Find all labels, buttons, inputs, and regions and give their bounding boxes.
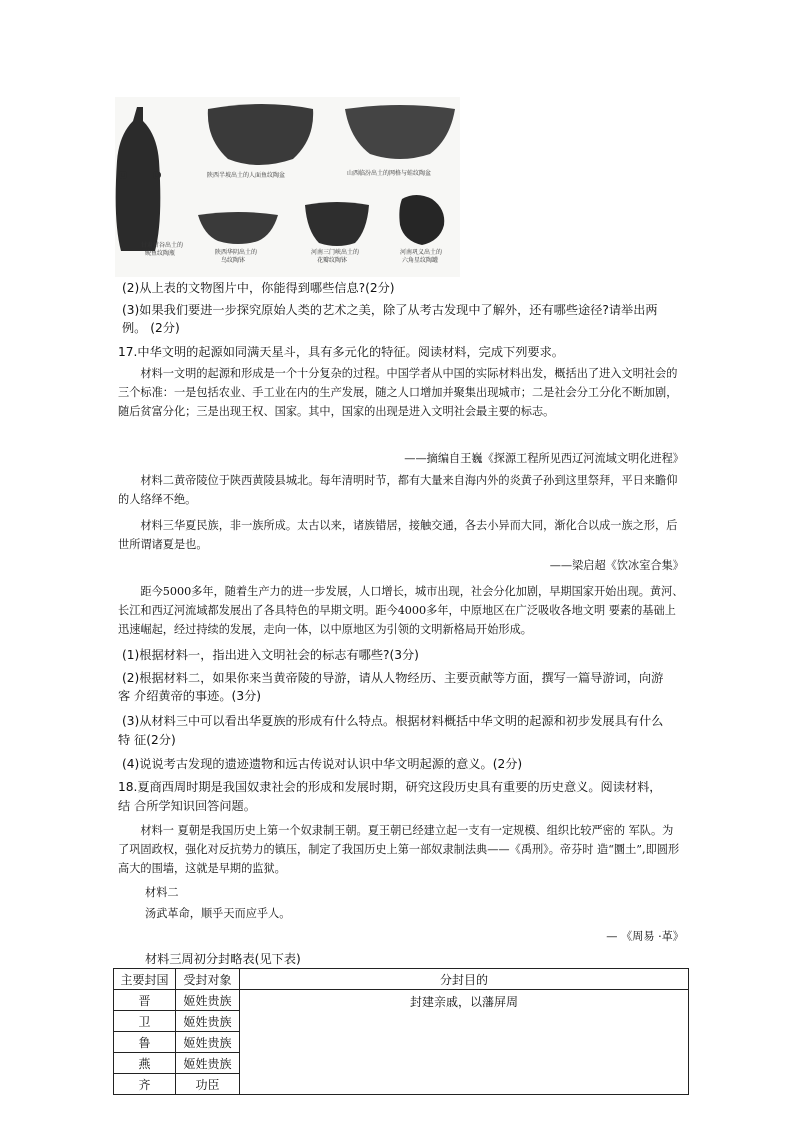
cell-purpose: 封建亲戚，以藩屏周 bbox=[240, 990, 689, 1095]
q17-material-3: 材料三华夏民族，非一族所成。太古以来，诸族错居，接触交通，各去小异而大同，渐化合以成一族之形，后世所谓诸夏是也。 bbox=[118, 519, 678, 551]
header-state: 主要封国 bbox=[114, 969, 176, 990]
jar-artifact-5 bbox=[399, 195, 444, 245]
q16-sub3-line2: 例。 (2分) bbox=[122, 321, 180, 335]
q17-material-4: 距今5000多年，随着生产力的进一步发展，人口增长，城市出现，社会分化加剧，早期国家开始出现。黄河、长江和西辽河流域都发展出了各具特色的早期文明。距今4000多年，中原地区在广泛吸收各地文明 要素的基础上迅速崛起，经过持续的发展，走向一体，以中原地区为引领的文明新格局开始形成。 bbox=[118, 585, 684, 636]
cell-recipient: 姬姓贵族 bbox=[176, 990, 240, 1011]
q18-material-2-source: — 《周易 ·革》 bbox=[606, 930, 684, 943]
q17-title: 17.中华文明的起源如同满天星斗，具有多元化的特征。阅读材料，完成下列要求。 bbox=[118, 345, 564, 359]
fengjian-table bbox=[113, 968, 689, 1095]
q18-title-line1: 18.夏商西周时期是我国奴隶社会的形成和发展时期，研究这段历史具有重要的历史意义。阅读材料， bbox=[118, 780, 662, 794]
q17-material-1-source: ——摘编自王巍《探源工程所见西辽河流域文明化进程》 bbox=[404, 452, 684, 465]
cell-state: 齐 bbox=[114, 1074, 176, 1095]
q18-title-line2: 结 合所学知识回答问题。 bbox=[118, 799, 256, 813]
q17-sub1: (1)根据材料一，指出进入文明社会的标志有哪些?(3分) bbox=[122, 648, 419, 662]
header-purpose: 分封目的 bbox=[240, 969, 689, 990]
q17-material-2: 材料二黄帝陵位于陕西黄陵县城北。每年清明时节，都有大量来自海内外的炎黄子孙到这里祭拜，平日来瞻仰的人络绎不绝。 bbox=[118, 474, 678, 506]
caption-1: 甘肃甘谷出土的鲵鱼纹陶瓶 bbox=[141, 242, 184, 257]
caption-6: 河南巩义出土的六角星纹陶罐 bbox=[400, 249, 443, 264]
basin-artifact-1 bbox=[208, 104, 313, 165]
cell-recipient: 姬姓贵族 bbox=[176, 1032, 240, 1053]
q18-material-3-head: 材料三周初分封略表(见下表) bbox=[145, 952, 301, 966]
caption-3: 山西临汾出土的网格与蛙纹陶盆 bbox=[347, 170, 432, 177]
basin-artifact-2 bbox=[345, 105, 455, 159]
artifacts-image bbox=[115, 97, 460, 277]
caption-2: 陕西半坡出土的人面鱼纹陶盆 bbox=[207, 172, 286, 179]
cell-recipient: 姬姓贵族 bbox=[176, 1053, 240, 1074]
artifacts-figure bbox=[115, 97, 460, 277]
q17-sub2-line1: (2)根据材料二，如果你来当黄帝陵的导游，请从人物经历、主要贡献等方面，撰写一篇导游词，向游 bbox=[122, 671, 664, 685]
q17-material-3-source: ——梁启超《饮冰室合集》 bbox=[549, 559, 684, 572]
caption-4: 陕西华阴出土的鸟纹陶钵 bbox=[215, 249, 258, 264]
cell-recipient: 功臣 bbox=[176, 1074, 240, 1095]
header-recipient: 受封对象 bbox=[176, 969, 240, 990]
table-row bbox=[114, 990, 689, 1011]
table-header-row bbox=[114, 969, 689, 990]
q17-material-1: 材料一文明的起源和形成是一个十分复杂的过程。中国学者从中国的实际材料出发，概括出了进入文明社会的三个标准：一是包括农业、手工业在内的生产发展，随之人口增加并聚集出现城市；二是社会分工分化不断加剧，随后贫富分化；三是出现王权、国家。其中，国家的出现是进入文明社会最主要的标志。 bbox=[118, 367, 678, 418]
q17-sub3-line2: 特 征(2分) bbox=[118, 733, 176, 747]
q17-sub3-line1: (3)从材料三中可以看出华夏族的形成有什么特点。根据材料概括中华文明的起源和初步发展具有什么 bbox=[122, 714, 664, 728]
q17-sub2-line2: 客 介绍黄帝的事迹。(3分) bbox=[118, 689, 262, 703]
bottle-artifact bbox=[116, 107, 161, 251]
cell-state: 卫 bbox=[114, 1011, 176, 1032]
q18-material-2: 汤武革命，顺乎天而应乎人。 bbox=[145, 907, 291, 920]
cell-recipient: 姬姓贵族 bbox=[176, 1011, 240, 1032]
cell-state: 鲁 bbox=[114, 1032, 176, 1053]
bowl-artifact-4 bbox=[305, 202, 369, 246]
cell-state: 晋 bbox=[114, 990, 176, 1011]
q18-material-1: 材料一 夏朝是我国历史上第一个奴隶制王朝。夏王朝已经建立起一支有一定规模、组织比较严密的 军队。为了巩固政权，强化对反抗势力的镇压，制定了我国历史上第一部奴隶制法典——《禹刑》。帝芬时 造“圜土”,即圆形高大的围墙，这就是早期的监狱。 bbox=[118, 824, 680, 875]
caption-5: 河南三门峡出土的花瓣纹陶钵 bbox=[311, 249, 360, 264]
q16-sub2: (2)从上表的文物图片中，你能得到哪些信息?(2分) bbox=[122, 281, 395, 295]
cell-state: 燕 bbox=[114, 1053, 176, 1074]
q17-sub4: (4)说说考古发现的遗迹遗物和远古传说对认识中华文明起源的意义。(2分) bbox=[122, 757, 523, 771]
q18-material-2-head: 材料二 bbox=[145, 886, 179, 899]
bowl-artifact-3 bbox=[198, 212, 278, 244]
q16-sub3-line1: (3)如果我们要进一步探究原始人类的艺术之美，除了从考古发现中了解外，还有哪些途径?请举出两 bbox=[122, 303, 658, 317]
